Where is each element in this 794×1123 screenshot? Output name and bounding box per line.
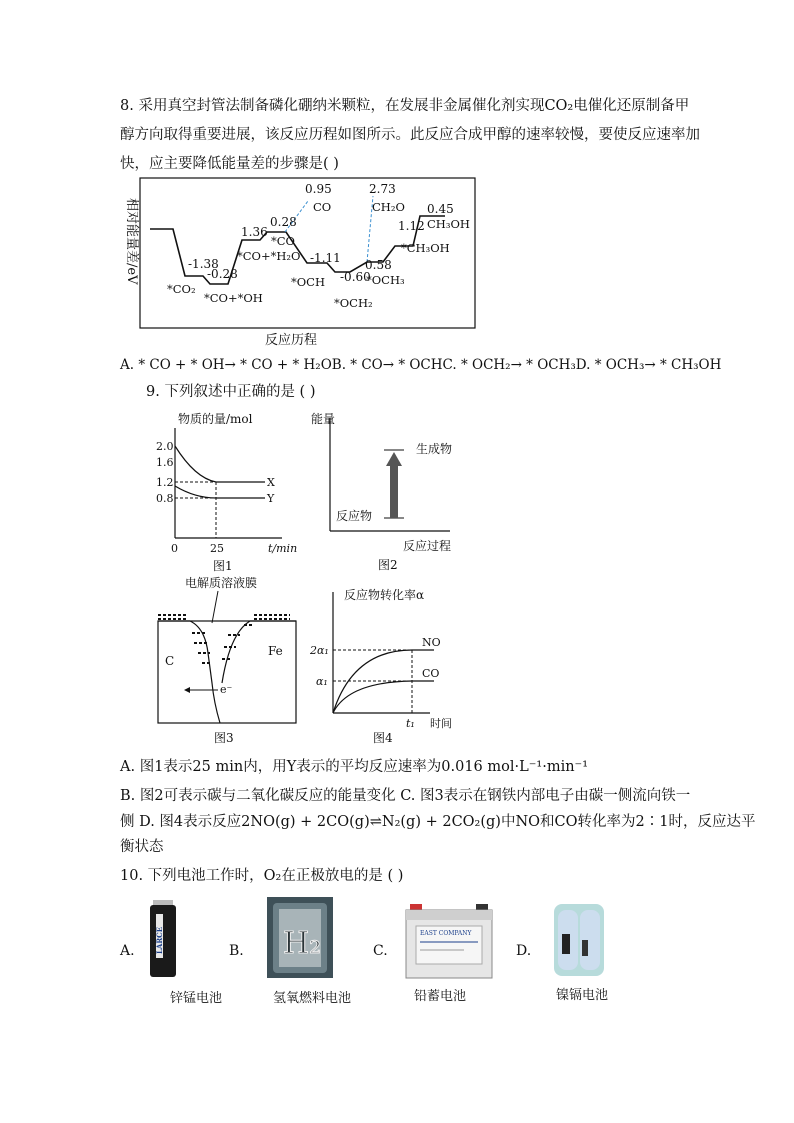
fig3-electron: e⁻	[220, 683, 233, 696]
fig2-xlabel: 反应过程	[403, 539, 452, 553]
fig4-xlabel: 时间	[430, 717, 452, 730]
fig4-series-co: CO	[422, 667, 440, 680]
q10-option-d-letter: D.	[516, 943, 532, 959]
sp-4: *CO	[271, 234, 295, 248]
q9-option-a: A. 图1表示25 min内，用Y表示的平均反应速率为0.016 mol·L⁻¹·min⁻¹	[120, 759, 589, 775]
sp-7: *OCH₃	[366, 273, 405, 287]
fig1-ytick-4: 0.8	[156, 492, 174, 505]
battery-d-image	[548, 900, 610, 980]
q10-option-b-letter: B.	[229, 943, 244, 959]
q10-option-c-letter: C.	[373, 943, 388, 959]
q9-stem: 9. 下列叙述中正确的是 ( )	[146, 384, 316, 400]
fig2-caption: 图2	[378, 558, 398, 572]
q10-stem: 10. 下列电池工作时，O₂在正极放电的是 ( )	[120, 868, 404, 884]
fig1-curve-x	[175, 446, 265, 482]
q8-line1: 8. 采用真空封管法制备磷化硼纳米颗粒，在发展非金属催化剂实现CO₂电催化还原制备甲	[120, 98, 690, 114]
sp-10: CO	[313, 200, 332, 214]
fig1-series-x: X	[267, 476, 275, 489]
fig1-ylabel: 物质的量/mol	[178, 412, 253, 426]
lvl-1: -1.38	[188, 257, 219, 271]
fig1-caption: 图1	[213, 559, 233, 573]
fig3-caption: 图3	[214, 731, 234, 745]
fig1-ytick-1: 2.0	[156, 440, 174, 453]
fig3-arrowhead	[184, 687, 190, 693]
q9-option-d: 衡状态	[120, 839, 164, 855]
fig3-fe: Fe	[268, 644, 283, 658]
q10-option-a-letter: A.	[120, 943, 135, 959]
q10-option-b-caption: 氢氧燃料电池	[273, 991, 352, 1006]
fig1-xlabel: t/min	[268, 542, 298, 555]
fig1-xtick-25: 25	[210, 542, 224, 555]
lvl-5: -1.11	[310, 251, 341, 265]
fig2-reactant: 反应物	[336, 509, 373, 523]
lvl-10: 0.95	[305, 182, 332, 196]
sp-3: *CO+*H₂O	[237, 249, 301, 263]
fig2	[308, 408, 468, 575]
sp-9: CH₃OH	[427, 217, 470, 231]
fig2-product: 生成物	[416, 442, 453, 456]
sp-8: *CH₃OH	[401, 241, 450, 255]
fig3	[150, 573, 305, 748]
fig4-curve-co	[333, 681, 434, 713]
lvl-2: -0.28	[207, 267, 238, 281]
fig3-interface-left	[158, 621, 220, 723]
lvl-9: 0.45	[427, 202, 454, 216]
q10-option-a-caption: 锌锰电池	[170, 991, 223, 1006]
battery-b-h2: H₂	[283, 926, 322, 961]
battery-c-brand: EAST COMPANY	[420, 930, 472, 937]
sp-2: *CO+*OH	[204, 291, 263, 305]
q8-line2: 醇方向取得重要进展，该反应历程如图所示。此反应合成甲醇的速率较慢，要使反应速率加	[120, 127, 700, 143]
q8-options: A. * CO + * OH→ * CO + * H₂OB. * CO→ * OCHC. * OCH₂→ * OCH₃D. * OCH₃→ * CH₃OH	[120, 357, 722, 373]
fig3-c: C	[165, 654, 175, 668]
lvl-3: 1.36	[241, 225, 268, 239]
q8-line3: 快，应主要降低能量差的步骤是( )	[120, 156, 339, 172]
lvl-11: 2.73	[369, 182, 396, 196]
q10-option-c-caption: 铅蓄电池	[414, 989, 467, 1004]
battery-a-image	[148, 898, 178, 980]
lvl-4: 0.28	[270, 215, 297, 229]
sp-1: *CO₂	[167, 282, 196, 296]
fig1	[150, 410, 298, 575]
fig4-ylabel: 反应物转化率α	[344, 588, 425, 602]
fig1-series-y: Y	[267, 492, 275, 505]
lvl-6: -0.60	[340, 270, 371, 284]
fig4-series-no: NO	[422, 636, 441, 649]
fig4-xtick: t₁	[406, 717, 415, 730]
battery-c-image	[404, 900, 494, 980]
fig4-ytick-1: 2α₁	[310, 644, 329, 657]
fig1-ytick-3: 1.2	[156, 476, 174, 489]
sp-6: *OCH₂	[334, 296, 373, 310]
battery-b-image	[265, 895, 335, 980]
q9-option-b: B. 图2可表示碳与二氧化碳反应的能量变化 C. 图3表示在钢铁内部电子由碳一侧流向铁一	[120, 788, 691, 804]
q9-option-c: 侧 D. 图4表示反应2NO(g) + 2CO(g)⇌N₂(g) + 2CO₂(g)中NO和CO转化率为2∶1时，反应达平	[120, 814, 756, 830]
fig2-arrow-head	[386, 452, 402, 466]
q10-option-d-caption: 镍镉电池	[556, 988, 609, 1003]
fig1-xtick-0: 0	[171, 542, 178, 555]
energy-ylabel: 相对能量差/eV	[124, 198, 139, 285]
energy-diagram	[115, 176, 485, 351]
fig1-curve-y	[175, 486, 265, 498]
fig3-interface-right	[222, 621, 296, 683]
sp-5: *OCH	[291, 275, 326, 289]
fig2-ylabel: 能量	[311, 412, 336, 426]
fig4-ytick-2: α₁	[316, 675, 328, 688]
fig3-box	[158, 621, 296, 723]
battery-a-brand: LARCE	[155, 926, 164, 954]
lvl-8: 1.12	[398, 219, 425, 233]
lvl-7: 0.58	[365, 258, 392, 272]
fig3-membrane: 电解质溶液膜	[185, 576, 258, 590]
energy-xlabel: 反应历程	[265, 333, 318, 348]
fig4-caption: 图4	[373, 731, 393, 745]
sp-11: CH₂O	[372, 200, 405, 214]
fig4	[308, 580, 468, 748]
fig2-arrow-shaft	[390, 466, 398, 518]
fig1-ytick-2: 1.6	[156, 456, 174, 469]
fig3-pointer	[212, 591, 218, 623]
